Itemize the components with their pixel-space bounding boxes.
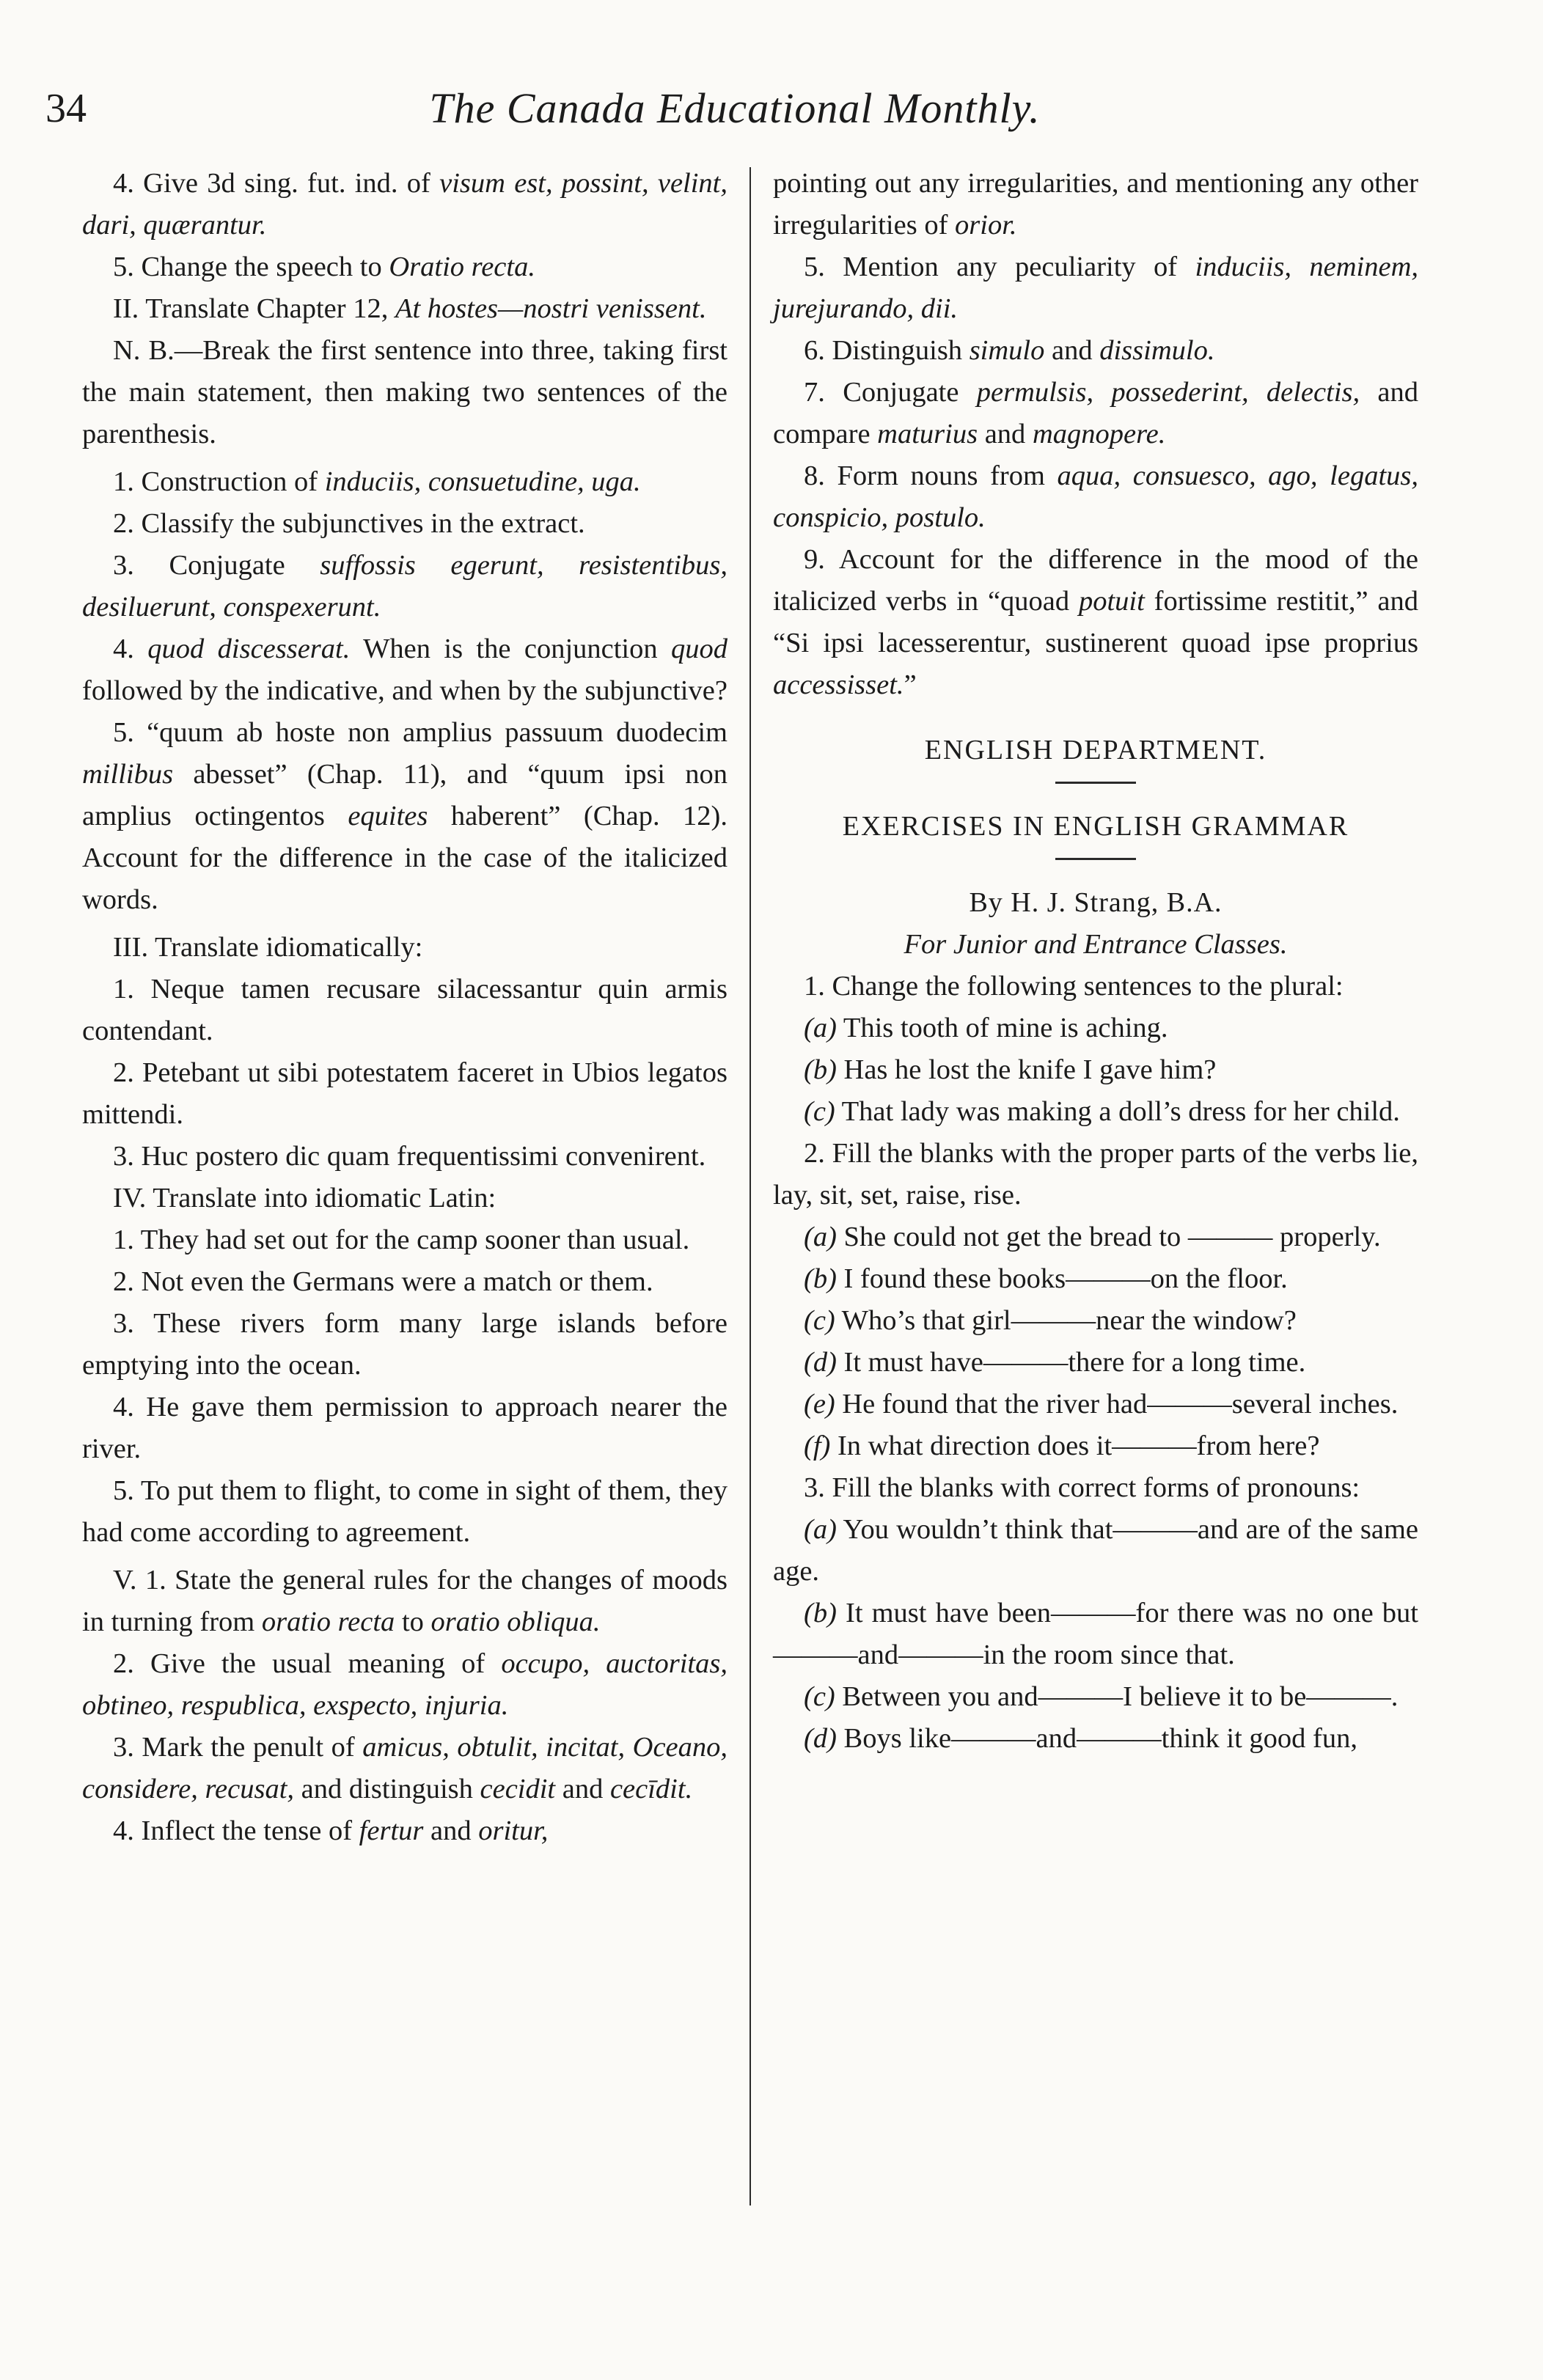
paragraph: 5. To put them to flight, to come in sight of them, they had come according to agreement. bbox=[82, 1475, 727, 1548]
paragraph: 5. “quum ab hoste non amplius passuum duodecim millibus abesset” (Chap. 11), and “quum ipsi non amplius octingentos equites haberent” (Chap. 12). Account for the difference in the case of the italicized words. bbox=[82, 717, 727, 915]
question-item: (a) This tooth of mine is aching. bbox=[804, 1013, 1168, 1043]
paragraph: V. 1. State the general rules for the changes of moods in turning from oratio recta to oratio obliqua. bbox=[82, 1565, 727, 1637]
question-item: (c) Who’s that girl———near the window? bbox=[804, 1305, 1297, 1336]
paragraph: 3. Conjugate suffossis egerunt, resistentibus, desiluerunt, conspexerunt. bbox=[82, 550, 727, 622]
question-item: (b) It must have been———for there was no one but———and———in the room since that. bbox=[773, 1598, 1418, 1670]
question-item: (a) She could not get the bread to ——— properly. bbox=[804, 1222, 1381, 1252]
paragraph: 5. Change the speech to Oratio recta. bbox=[113, 251, 535, 282]
question-item: (b) I found these books———on the floor. bbox=[804, 1263, 1288, 1294]
paragraph: 4. Give 3d sing. fut. ind. of visum est, possint, velint, dari, quærantur. bbox=[82, 168, 727, 240]
paragraph: pointing out any irregularities, and mentioning any other irregularities of orior. bbox=[773, 168, 1418, 240]
title-rule bbox=[1055, 858, 1136, 860]
left-column bbox=[82, 163, 727, 1852]
paragraph: 2. Not even the Germans were a match or them. bbox=[113, 1266, 653, 1297]
page-number: 34 bbox=[45, 86, 87, 131]
paragraph: 1. Construction of induciis, consuetudine, uga. bbox=[113, 466, 641, 497]
paragraph: N. B.—Break the first sentence into three, taking first the main statement, then making two sentences of the parenthesis. bbox=[82, 335, 727, 449]
title-rule bbox=[1055, 782, 1136, 784]
paragraph: 8. Form nouns from aqua, consuesco, ago, legatus, conspicio, postulo. bbox=[773, 460, 1418, 533]
paragraph: 6. Distinguish simulo and dissimulo. bbox=[804, 335, 1215, 366]
paragraph: 7. Conjugate permulsis, possederint, delectis, and compare maturius and magnopere. bbox=[773, 377, 1418, 449]
question-item: (c) Between you and———I believe it to be———. bbox=[804, 1681, 1399, 1712]
paragraph: 3. Huc postero dic quam frequentissimi convenirent. bbox=[113, 1141, 706, 1172]
paragraph: 2. Classify the subjunctives in the extract. bbox=[113, 508, 585, 539]
paragraph: 9. Account for the difference in the mood of the italicized verbs in “quoad potuit fortissime restitit,” and “Si ipsi lacesserentur, sustinerent quoad ipse proprius accessisset.” bbox=[773, 544, 1418, 700]
department-title: ENGLISH DEPARTMENT. bbox=[924, 735, 1267, 765]
right-column bbox=[773, 163, 1418, 1760]
paragraph: 4. quod discesserat. When is the conjunction quod followed by the indicative, and when by the subjunctive? bbox=[82, 633, 728, 706]
column-divider bbox=[749, 167, 751, 2205]
paragraph: 4. Inflect the tense of fertur and oritur, bbox=[113, 1815, 549, 1846]
section-heading: IV. Translate into idiomatic Latin: bbox=[113, 1183, 496, 1213]
question-item: (f) In what direction does it———from here? bbox=[804, 1430, 1320, 1461]
question-item: (c) That lady was making a doll’s dress for her child. bbox=[804, 1096, 1400, 1127]
paragraph: II. Translate Chapter 12, At hostes—nostri venissent. bbox=[113, 293, 707, 324]
paragraph: 1. Neque tamen recusare silacessantur quin armis contendant. bbox=[82, 974, 727, 1046]
article-title: EXERCISES IN ENGLISH GRAMMAR bbox=[842, 811, 1349, 842]
running-title: The Canada Educational Monthly. bbox=[429, 84, 1041, 132]
question-item: (e) He found that the river had———several inches. bbox=[804, 1389, 1399, 1419]
page-header bbox=[45, 79, 1424, 138]
section-heading: III. Translate idiomatically: bbox=[113, 932, 423, 963]
question-item: (d) It must have———there for a long time. bbox=[804, 1347, 1306, 1378]
paragraph: 1. They had set out for the camp sooner than usual. bbox=[113, 1224, 690, 1255]
question: 2. Fill the blanks with the proper parts of the verbs lie, lay, sit, set, raise, rise. bbox=[773, 1138, 1418, 1211]
paragraph: 3. Mark the penult of amicus, obtulit, incitat, Oceano, considere, recusat, and distinguish cecidit and cecīdit. bbox=[82, 1732, 727, 1804]
paragraph: 2. Petebant ut sibi potestatem faceret in Ubios legatos mittendi. bbox=[82, 1057, 727, 1130]
paragraph: 5. Mention any peculiarity of induciis, neminem, jurejurando, dii. bbox=[773, 251, 1418, 324]
question-item: (d) Boys like———and———think it good fun, bbox=[804, 1723, 1357, 1754]
question-item: (a) You wouldn’t think that———and are of the same age. bbox=[773, 1514, 1418, 1587]
paragraph: 4. He gave them permission to approach nearer the river. bbox=[82, 1392, 727, 1464]
question-item: (b) Has he lost the knife I gave him? bbox=[804, 1054, 1217, 1085]
byline: By H. J. Strang, B.A. bbox=[969, 887, 1223, 918]
subtitle: For Junior and Entrance Classes. bbox=[904, 929, 1288, 960]
paragraph: 2. Give the usual meaning of occupo, auctoritas, obtineo, respublica, exspecto, injuria. bbox=[82, 1648, 727, 1721]
question: 3. Fill the blanks with correct forms of pronouns: bbox=[804, 1472, 1360, 1503]
paragraph: 3. These rivers form many large islands before emptying into the ocean. bbox=[82, 1308, 727, 1381]
question: 1. Change the following sentences to the plural: bbox=[804, 971, 1344, 1002]
